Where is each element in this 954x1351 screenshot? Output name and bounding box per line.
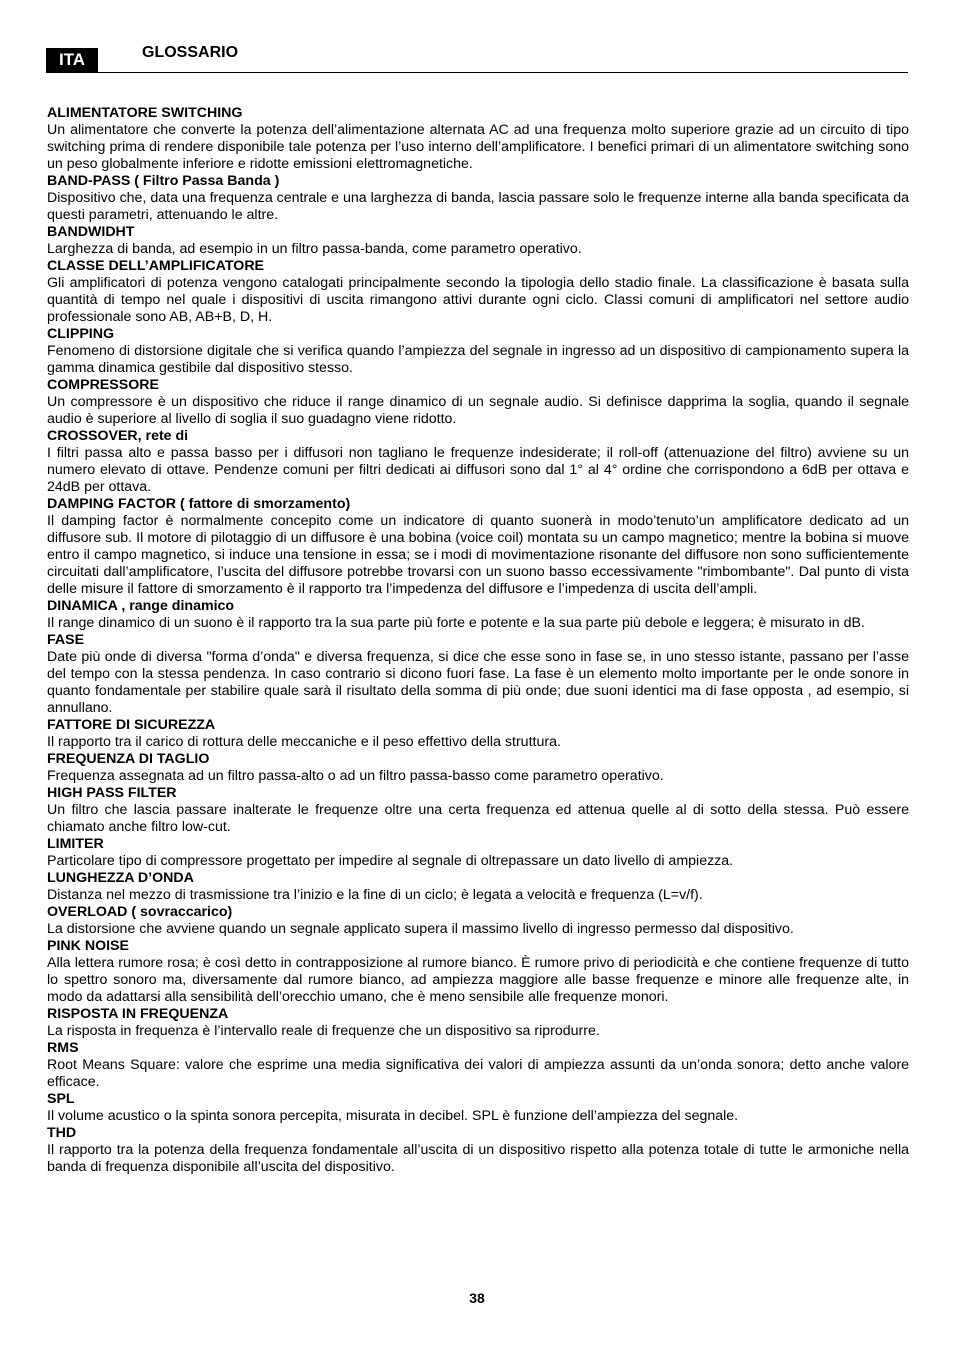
glossary-term: DINAMICA , range dinamico (47, 598, 235, 614)
glossary-entry (47, 785, 909, 836)
glossary-entry (47, 105, 909, 173)
glossary-term: THD (47, 1125, 77, 1141)
glossary-definition: Un alimentatore che converte la potenza dell’alimentazione alternata AC ad una frequenza molto superiore grazie ad un circuito di tipo switching prima di rendere disponibile tale potenza per l’uso interno dell’amplificatore. I benefici primari di un alimentatore switching sono un peso globalmente inferiore e ridotte emissioni elettromagnetiche. (47, 122, 909, 172)
glossary-definition: Frequenza assegnata ad un filtro passa-alto o ad un filtro passa-basso come parametro operativo. (47, 768, 664, 784)
glossary-term: PINK NOISE (47, 938, 129, 954)
glossary-term: CROSSOVER, rete di (47, 428, 189, 444)
glossary-entry (47, 598, 909, 632)
glossary-definition: Il rapporto tra il carico di rottura delle meccaniche e il peso effettivo della struttura. (47, 734, 561, 750)
glossary-definition: La distorsione che avviene quando un segnale applicato supera il massimo livello di ingresso permesso dal dispositivo. (47, 921, 794, 937)
glossary-term: FATTORE DI SICUREZZA (47, 717, 216, 733)
language-badge: ITA (46, 48, 98, 72)
glossary-definition: Il volume acustico o la spinta sonora percepita, misurata in decibel. SPL è funzione dell’ampiezza del segnale. (47, 1108, 739, 1124)
glossary-term: FASE (47, 632, 85, 648)
glossary-definition: Un filtro che lascia passare inalterate le frequenze oltre una certa frequenza ed attenua quelle al di sotto della stessa. Può essere chiamato anche filtro low-cut. (47, 802, 909, 835)
glossary-entry (47, 1006, 909, 1040)
glossary-entry (47, 1125, 909, 1176)
glossary-definition: Larghezza di banda, ad esempio in un filtro passa-banda, come parametro operativo. (47, 241, 582, 257)
glossary-entry (47, 836, 909, 870)
glossary-entry (47, 938, 909, 1006)
glossary-term: RMS (47, 1040, 79, 1056)
page-title: GLOSSARIO (142, 44, 239, 61)
glossary-entry (47, 326, 909, 377)
glossary-term: LUNGHEZZA D’ONDA (47, 870, 194, 886)
glossary-entry (47, 751, 909, 785)
glossary-entry (47, 1040, 909, 1091)
glossary-definition: Date più onde di diversa "forma d’onda" e diversa frequenza, si dice che esse sono in fase se, in uno stesso istante, passano per l’asse del tempo con la stessa pendenza. In caso contrario si dicono fuori fase. La fase è un elemento molto importante per le onde sonore in quanto fondamentale per stabilire quale sarà il risultato della somma di più onde; due suoni identici ma di fase opposta , ad esempio, si annullano. (47, 649, 909, 716)
page-number: 38 (469, 1290, 485, 1306)
glossary-definition: I filtri passa alto e passa basso per i diffusori non tagliano le frequenze indesiderate; il roll-off (attenuazione del filtro) avviene su un numero elevato di ottave. Pendenze comuni per filtri dedicati ai diffusori sono dal 1° al 4° ordine che corrispondono a 6dB per ottava e 24dB per ottava. (47, 445, 909, 495)
glossary-definition: Dispositivo che, data una frequenza centrale e una larghezza di banda, lascia passare solo le frequenze interne alla banda specificata da questi parametri, attenuando le altre. (47, 190, 909, 223)
glossary-term: FREQUENZA DI TAGLIO (47, 751, 210, 767)
glossary-entry (47, 1091, 909, 1125)
glossary-entry (47, 258, 909, 326)
glossary-entry (47, 224, 909, 258)
glossary-definition: Il range dinamico di un suono è il rapporto tra la sua parte più forte e potente e la sua parte più debole e leggera; è misurato in dB. (47, 615, 865, 631)
glossary-entry (47, 496, 909, 598)
glossary-entry (47, 377, 909, 428)
glossary-term: BAND-PASS ( Filtro Passa Banda ) (47, 173, 280, 189)
glossary-term: COMPRESSORE (47, 377, 159, 393)
glossary-definition: Il rapporto tra la potenza della frequenza fondamentale all’uscita di un dispositivo rispetto alla potenza totale di tutte le armoniche nella banda di frequenza disponibile all’uscita del dispositivo. (47, 1142, 909, 1175)
glossary-entry (47, 717, 909, 751)
glossary-term: RISPOSTA IN FREQUENZA (47, 1006, 229, 1022)
glossary-entry (47, 428, 909, 496)
glossary-term: DAMPING FACTOR ( fattore di smorzamento) (47, 496, 351, 512)
glossary-definition: Un compressore è un dispositivo che riduce il range dinamico di un segnale audio. Si definisce dapprima la soglia, quando il segnale audio è superiore al livello di soglia il suo guadagno viene ridotto. (47, 394, 909, 427)
glossary-definition: Root Means Square: valore che esprime una media significativa dei valori di ampiezza assunti da un’onda sonora; detto anche valore efficace. (47, 1057, 909, 1090)
glossary-definition: Particolare tipo di compressore progettato per impedire al segnale di oltrepassare un dato livello di ampiezza. (47, 853, 734, 869)
glossary-definition: Fenomeno di distorsione digitale che si verifica quando l’ampiezza del segnale in ingresso ad un dispositivo di campionamento supera la gamma dinamica gestibile dal dispositivo stesso. (47, 343, 909, 376)
glossary-term: OVERLOAD ( sovraccarico) (47, 904, 233, 920)
glossary-entry (47, 870, 909, 904)
glossary-definition: Alla lettera rumore rosa; è così detto in contrapposizione al rumore bianco. È rumore privo di periodicità e che contiene frequenze di tutto lo spettro sonoro ma, diversamente dal rumore bianco, ad ampiezza maggiore alle basse frequenze e minore alle frequenze alte, in modo da adattarsi alla sensibilità dell’orecchio umano, che è meno sensibile alle frequenze monori. (47, 955, 909, 1005)
glossary-entry (47, 904, 909, 938)
glossary-term: ALIMENTATORE SWITCHING (47, 105, 243, 121)
glossary-list (47, 105, 909, 1176)
glossary-term: CLIPPING (47, 326, 115, 342)
glossary-entry (47, 632, 909, 717)
glossary-term: BANDWIDHT (47, 224, 135, 240)
page-header (46, 44, 908, 73)
glossary-entry (47, 173, 909, 224)
glossary-definition: Gli amplificatori di potenza vengono catalogati principalmente secondo la tipologia dello stadio finale. La classificazione è basata sulla quantità di tempo nel quale i dispositivi di uscita rimangono attivi durante ogni ciclo. Classi comuni di amplificatori nel settore audio professionale sono AB, AB+B, D, H. (47, 275, 909, 325)
glossary-term: HIGH PASS FILTER (47, 785, 177, 801)
glossary-definition: Distanza nel mezzo di trasmissione tra l’inizio e la fine di un ciclo; è legata a velocità e frequenza (L=v/f). (47, 887, 703, 903)
glossary-definition: La risposta in frequenza è l’intervallo reale di frequenze che un dispositivo sa riprodurre. (47, 1023, 600, 1039)
glossary-term: SPL (47, 1091, 75, 1107)
glossary-term: CLASSE DELL’AMPLIFICATORE (47, 258, 265, 274)
glossary-definition: Il damping factor è normalmente concepito come un indicatore di quanto suonerà in modo’tenuto’un amplificatore dedicato ad un diffusore sub. Il motore di pilotaggio di un diffusore è una bobina (voice coil) montata su un campo magnetico; mentre la bobina si muove entro il campo magnetico, si induce una tensione in essa; se i modi di movimentazione risonante del diffusore non sono sufficientemente circuitati dall’amplificatore, l’uscita del diffusore potrebbe trovarsi con un suono basso eccessivamente "rimbombante". Dal punto di vista delle misure il fattore di smorzamento è il rapporto tra l’impedenza del diffusore e l’impedenza di uscita dell’ampli. (47, 513, 909, 597)
glossary-term: LIMITER (47, 836, 104, 852)
